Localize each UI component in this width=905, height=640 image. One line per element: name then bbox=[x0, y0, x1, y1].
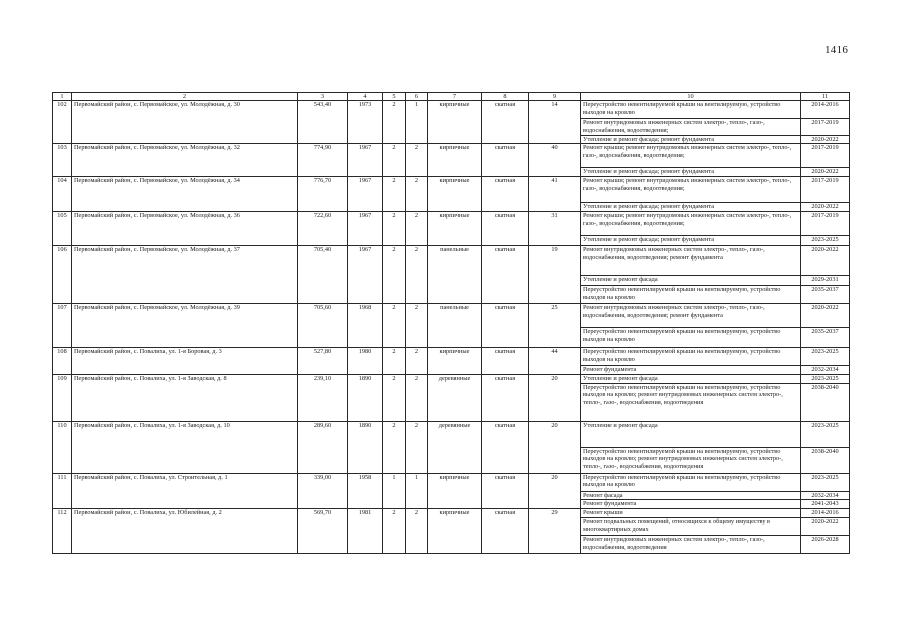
entrance-count: 2 bbox=[406, 211, 428, 245]
column-number-9: 9 bbox=[529, 93, 581, 101]
build-year: 1890 bbox=[348, 374, 383, 421]
repair-period: 2020-2022 bbox=[801, 135, 850, 144]
house-address: Первомайский район, с. Первомайское, ул. Молодёжная, д. 36 bbox=[72, 211, 298, 245]
roof-type: скатная bbox=[482, 303, 529, 347]
total-area: 543,40 bbox=[298, 101, 348, 144]
repair-period: 2023-2025 bbox=[801, 421, 850, 447]
column-number-2: 2 bbox=[72, 93, 298, 101]
repair-period: 2032-2034 bbox=[801, 491, 850, 500]
column-number-1: 1 bbox=[53, 93, 72, 101]
roof-type: скатная bbox=[482, 374, 529, 421]
repair-work-type: Ремонт фундамента bbox=[581, 500, 801, 509]
build-year: 1967 bbox=[348, 211, 383, 245]
roof-type: скатная bbox=[482, 101, 529, 144]
roof-type: скатная bbox=[482, 509, 529, 554]
apartment-count: 40 bbox=[529, 144, 581, 177]
repair-period: 2041-2043 bbox=[801, 500, 850, 509]
row-number: 102 bbox=[53, 101, 72, 144]
repair-work-type: Переустройство невентилируемой крыши на вентилируемую, устройство выходов на кровлю; ремонт внутридомовых инженерных систем электро-, тепло-, газо-, водоснабжения, водоотведения bbox=[581, 383, 801, 421]
floor-count: 2 bbox=[383, 421, 406, 473]
column-number-11: 11 bbox=[801, 93, 850, 101]
column-number-10: 10 bbox=[581, 93, 801, 101]
entrance-count: 2 bbox=[406, 303, 428, 347]
build-year: 1968 bbox=[348, 303, 383, 347]
house-address: Первомайский район, с. Первомайское, ул. Молодёжная, д. 39 bbox=[72, 303, 298, 347]
repair-period: 2023-2025 bbox=[801, 347, 850, 365]
repair-work-type: Ремонт внутридомовых инженерных систем электро-, тепло-, газо-, водоснабжения, водоотведения bbox=[581, 535, 801, 553]
total-area: 239,10 bbox=[298, 374, 348, 421]
column-number-8: 8 bbox=[482, 93, 529, 101]
repair-period: 2020-2022 bbox=[801, 203, 850, 212]
entrance-count: 2 bbox=[406, 509, 428, 554]
column-number-3: 3 bbox=[298, 93, 348, 101]
table-row bbox=[53, 347, 850, 365]
row-number: 103 bbox=[53, 144, 72, 177]
row-number: 107 bbox=[53, 303, 72, 347]
repair-work-type: Переустройство невентилируемой крыши на вентилируемую, устройство выходов на кровлю bbox=[581, 285, 801, 303]
entrance-count: 2 bbox=[406, 245, 428, 303]
row-number: 109 bbox=[53, 374, 72, 421]
roof-type: скатная bbox=[482, 347, 529, 374]
table-row bbox=[53, 245, 850, 275]
apartment-count: 25 bbox=[529, 303, 581, 347]
repair-period: 2026-2028 bbox=[801, 535, 850, 553]
repair-period: 2029-2031 bbox=[801, 275, 850, 285]
total-area: 774,90 bbox=[298, 144, 348, 177]
build-year: 1967 bbox=[348, 177, 383, 212]
roof-type: скатная bbox=[482, 245, 529, 303]
floor-count: 2 bbox=[383, 101, 406, 144]
table-body bbox=[53, 101, 850, 554]
repair-period: 2032-2034 bbox=[801, 365, 850, 374]
wall-material: кирпичные bbox=[428, 509, 482, 554]
repair-period: 2038-2040 bbox=[801, 447, 850, 473]
repair-work-type: Переустройство невентилируемой крыши на вентилируемую, устройство выходов на кровлю bbox=[581, 473, 801, 491]
house-address: Первомайский район, с. Повалиха, ул. 1-я Заводская, д. 8 bbox=[72, 374, 298, 421]
floor-count: 1 bbox=[383, 473, 406, 509]
total-area: 705,60 bbox=[298, 303, 348, 347]
entrance-count: 2 bbox=[406, 374, 428, 421]
table-row bbox=[53, 211, 850, 235]
row-number: 111 bbox=[53, 473, 72, 509]
apartment-count: 20 bbox=[529, 374, 581, 421]
repair-work-type: Переустройство невентилируемой крыши на вентилируемую, устройство выходов на кровлю; ремонт внутридомовых инженерных систем электро-, тепло-, газо-, водоснабжения, водоотведения bbox=[581, 447, 801, 473]
table-row bbox=[53, 177, 850, 203]
floor-count: 2 bbox=[383, 303, 406, 347]
table-row bbox=[53, 144, 850, 168]
wall-material: кирпичные bbox=[428, 177, 482, 212]
build-year: 1958 bbox=[348, 473, 383, 509]
entrance-count: 2 bbox=[406, 144, 428, 177]
repair-work-type: Ремонт крыши; ремонт внутридомовых инженерных систем электро-, тепло-, газо-, водоснабжения, водоотведения; bbox=[581, 211, 801, 235]
repair-period: 2017-2019 bbox=[801, 119, 850, 136]
repair-period: 2035-2037 bbox=[801, 285, 850, 303]
table-row bbox=[53, 509, 850, 518]
repair-work-type: Ремонт крыши; ремонт внутридомовых инженерных систем электро-, тепло-, газо-, водоснабжения, водоотведения; bbox=[581, 144, 801, 168]
repair-work-type: Утепление и ремонт фасада; ремонт фундамента bbox=[581, 235, 801, 245]
repair-period: 2020-2022 bbox=[801, 245, 850, 275]
house-address: Первомайский район, с. Первомайское, ул. Молодёжная, д. 30 bbox=[72, 101, 298, 144]
repair-period: 2014-2016 bbox=[801, 101, 850, 119]
house-address: Первомайский район, с. Повалиха, ул. Строительная, д. 1 bbox=[72, 473, 298, 509]
repair-work-type: Утепление и ремонт фасада; ремонт фундамента bbox=[581, 135, 801, 144]
build-year: 1981 bbox=[348, 509, 383, 554]
build-year: 1890 bbox=[348, 421, 383, 473]
column-number-6: 6 bbox=[406, 93, 428, 101]
build-year: 1973 bbox=[348, 101, 383, 144]
repair-period: 2017-2019 bbox=[801, 211, 850, 235]
column-number-7: 7 bbox=[428, 93, 482, 101]
table-row bbox=[53, 421, 850, 447]
total-area: 339,00 bbox=[298, 473, 348, 509]
house-address: Первомайский район, с. Повалиха, ул. Юбилейная, д. 2 bbox=[72, 509, 298, 554]
total-area: 527,80 bbox=[298, 347, 348, 374]
repair-work-type: Ремонт внутридомовых инженерных систем электро-, тепло-, газо-, водоснабжения, водоотведения; bbox=[581, 119, 801, 136]
roof-type: скатная bbox=[482, 144, 529, 177]
house-address: Первомайский район, с. Повалиха, ул. 1-я Боровая, д. 3 bbox=[72, 347, 298, 374]
house-address: Первомайский район, с. Первомайское, ул. Молодёжная, д. 37 bbox=[72, 245, 298, 303]
repair-period: 2017-2019 bbox=[801, 144, 850, 168]
entrance-count: 2 bbox=[406, 177, 428, 212]
wall-material: панельные bbox=[428, 303, 482, 347]
total-area: 289,60 bbox=[298, 421, 348, 473]
repair-period: 2020-2022 bbox=[801, 303, 850, 327]
total-area: 705,40 bbox=[298, 245, 348, 303]
column-number-row bbox=[53, 93, 850, 101]
repair-work-type: Ремонт крыши bbox=[581, 509, 801, 518]
repair-work-type: Ремонт внутридомовых инженерных систем электро-, тепло-, газо-, водоснабжения, водоотведения; ремонт фундамента bbox=[581, 303, 801, 327]
total-area: 776,70 bbox=[298, 177, 348, 212]
build-year: 1980 bbox=[348, 347, 383, 374]
entrance-count: 1 bbox=[406, 101, 428, 144]
floor-count: 2 bbox=[383, 374, 406, 421]
roof-type: скатная bbox=[482, 177, 529, 212]
wall-material: кирпичные bbox=[428, 101, 482, 144]
repair-period: 2035-2037 bbox=[801, 327, 850, 347]
wall-material: панельные bbox=[428, 245, 482, 303]
repair-work-type: Переустройство невентилируемой крыши на вентилируемую, устройство выходов на кровлю bbox=[581, 101, 801, 119]
repair-work-type: Утепление и ремонт фасада bbox=[581, 374, 801, 383]
page-number: 1416 bbox=[825, 44, 849, 56]
apartment-count: 44 bbox=[529, 347, 581, 374]
house-address: Первомайский район, с. Первомайское, ул. Молодёжная, д. 34 bbox=[72, 177, 298, 212]
floor-count: 2 bbox=[383, 509, 406, 554]
repair-period: 2023-2025 bbox=[801, 235, 850, 245]
repair-work-type: Ремонт крыши; ремонт внутридомовых инженерных систем электро-, тепло-, газо-, водоснабжения, водоотведения; bbox=[581, 177, 801, 203]
repair-period: 2014-2016 bbox=[801, 509, 850, 518]
row-number: 104 bbox=[53, 177, 72, 212]
apartment-count: 20 bbox=[529, 473, 581, 509]
floor-count: 2 bbox=[383, 144, 406, 177]
column-number-4: 4 bbox=[348, 93, 383, 101]
apartment-count: 14 bbox=[529, 101, 581, 144]
floor-count: 2 bbox=[383, 245, 406, 303]
table-row bbox=[53, 101, 850, 119]
repair-period: 2020-2022 bbox=[801, 517, 850, 535]
repair-work-type: Утепление и ремонт фасада; ремонт фундамента bbox=[581, 168, 801, 177]
total-area: 722,60 bbox=[298, 211, 348, 245]
build-year: 1967 bbox=[348, 144, 383, 177]
wall-material: кирпичные bbox=[428, 473, 482, 509]
column-number-5: 5 bbox=[383, 93, 406, 101]
floor-count: 2 bbox=[383, 211, 406, 245]
house-address: Первомайский район, с. Повалиха, ул. 1-я Заводская, д. 10 bbox=[72, 421, 298, 473]
build-year: 1967 bbox=[348, 245, 383, 303]
repair-work-type: Утепление и ремонт фасада bbox=[581, 421, 801, 447]
wall-material: кирпичные bbox=[428, 347, 482, 374]
wall-material: деревянные bbox=[428, 421, 482, 473]
entrance-count: 2 bbox=[406, 421, 428, 473]
apartment-count: 20 bbox=[529, 421, 581, 473]
housing-repair-table bbox=[52, 92, 850, 554]
apartment-count: 41 bbox=[529, 177, 581, 212]
roof-type: скатная bbox=[482, 421, 529, 473]
repair-work-type: Утепление и ремонт фасада bbox=[581, 275, 801, 285]
repair-work-type: Ремонт внутридомовых инженерных систем электро-, тепло-, газо-, водоснабжения, водоотведения; ремонт фундамента bbox=[581, 245, 801, 275]
repair-period: 2017-2019 bbox=[801, 177, 850, 203]
row-number: 112 bbox=[53, 509, 72, 554]
roof-type: скатная bbox=[482, 473, 529, 509]
wall-material: кирпичные bbox=[428, 144, 482, 177]
repair-work-type: Ремонт фундамента bbox=[581, 365, 801, 374]
apartment-count: 31 bbox=[529, 211, 581, 245]
house-address: Первомайский район, с. Первомайское, ул. Молодёжная, д. 32 bbox=[72, 144, 298, 177]
table-row bbox=[53, 303, 850, 327]
floor-count: 2 bbox=[383, 177, 406, 212]
repair-work-type: Ремонт фасада bbox=[581, 491, 801, 500]
repair-work-type: Утепление и ремонт фасада; ремонт фундамента bbox=[581, 203, 801, 212]
floor-count: 2 bbox=[383, 347, 406, 374]
repair-period: 2038-2040 bbox=[801, 383, 850, 421]
entrance-count: 1 bbox=[406, 473, 428, 509]
repair-period: 2023-2025 bbox=[801, 473, 850, 491]
row-number: 105 bbox=[53, 211, 72, 245]
repair-work-type: Переустройство невентилируемой крыши на вентилируемую, устройство выходов на кровлю bbox=[581, 347, 801, 365]
apartment-count: 19 bbox=[529, 245, 581, 303]
row-number: 106 bbox=[53, 245, 72, 303]
wall-material: деревянные bbox=[428, 374, 482, 421]
row-number: 110 bbox=[53, 421, 72, 473]
table-row bbox=[53, 473, 850, 491]
entrance-count: 2 bbox=[406, 347, 428, 374]
repair-work-type: Переустройство невентилируемой крыши на вентилируемую, устройство выходов на кровлю bbox=[581, 327, 801, 347]
wall-material: кирпичные bbox=[428, 211, 482, 245]
repair-period: 2020-2022 bbox=[801, 168, 850, 177]
row-number: 108 bbox=[53, 347, 72, 374]
repair-period: 2023-2025 bbox=[801, 374, 850, 383]
repair-work-type: Ремонт подвальных помещений, относящихся к общему имуществу в многоквартирных домах bbox=[581, 517, 801, 535]
total-area: 569,70 bbox=[298, 509, 348, 554]
apartment-count: 29 bbox=[529, 509, 581, 554]
roof-type: скатная bbox=[482, 211, 529, 245]
table-row bbox=[53, 374, 850, 383]
